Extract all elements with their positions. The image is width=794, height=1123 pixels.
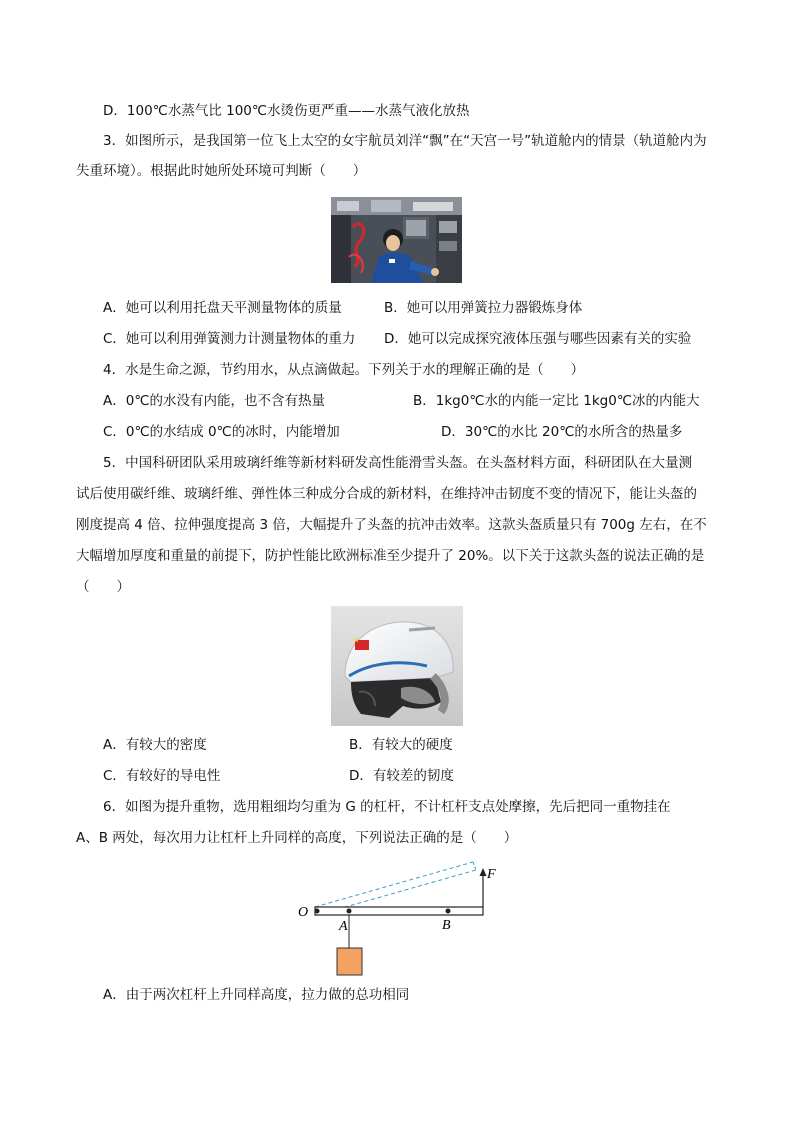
q5-option-b: B．有较大的硬度 [349,737,453,753]
q6-stem-line1: 6．如图为提升重物，选用粗细均匀重为 G 的杠杆，不计杠杆支点处摩擦，先后把同一重物挂在 [103,799,671,815]
q3-stem-line1: 3．如图所示，是我国第一位飞上太空的女宇航员刘洋“飘”在“天宫一号”轨道舱内的情景（轨道舱内为 [103,133,707,149]
q5-stem-line2: 试后使用碳纤维、玻璃纤维、弹性体三种成分合成的新材料，在维持冲击韧度不变的情况下，能让头盔的 [76,486,697,502]
q5-option-a: A．有较大的密度 [103,737,207,753]
q5-option-c: C．有较好的导电性 [103,768,221,784]
point-b [446,909,451,914]
q5-option-d: D．有较差的韧度 [349,768,454,784]
q5-stem-line1: 5．中国科研团队采用玻璃纤维等新材料研发高性能滑雪头盔。在头盔材料方面，科研团队在大量测 [103,455,693,471]
q3-option-d: D．她可以完成探究液体压强与哪些因素有关的实验 [384,331,692,347]
lever-diagram [290,860,500,980]
point-a [347,909,352,914]
helmet-photo [331,606,463,726]
q3-stem-line2: 失重环境）。根据此时她所处环境可判断（ ） [76,163,367,179]
q5-stem-line5: （ ） [76,579,130,595]
q6-option-a: A．由于两次杠杆上升同样高度，拉力做的总功相同 [103,987,410,1003]
label-f: F [487,867,496,882]
q4-option-b: B．1kg0℃水的内能一定比 1kg0℃冰的内能大 [413,393,700,409]
q4-stem: 4．水是生命之源，节约用水，从点滴做起。下列关于水的理解正确的是（ ） [103,362,585,378]
q3-option-a: A．她可以利用托盘天平测量物体的质量 [103,300,342,316]
weight-block [337,948,362,975]
label-o: O [298,905,309,920]
q2-option-d: D．100℃水蒸气比 100℃水烫伤更严重——水蒸气液化放热 [103,103,470,119]
label-a: A [339,919,348,934]
q6-stem-line2: A、B 两处，每次用力让杠杆上升同样的高度，下列说法正确的是（ ） [76,830,518,846]
q3-option-c: C．她可以利用弹簧测力计测量物体的重力 [103,331,356,347]
q5-stem-line3: 刚度提高 4 倍、拉伸强度提高 3 倍，大幅提升了头盔的抗冲击效率。这款头盔质量只有 700g 左右，在不 [76,517,707,533]
q3-option-b: B．她可以用弹簧拉力器锻炼身体 [384,300,583,316]
label-b: B [442,918,451,933]
q4-option-d: D．30℃的水比 20℃的水所含的热量多 [441,424,683,440]
astronaut-photo [331,197,462,283]
q4-option-c: C．0℃的水结成 0℃的冰时，内能增加 [103,424,340,440]
lever-bar [315,907,483,915]
q5-stem-line4: 大幅增加厚度和重量的前提下，防护性能比欧洲标准至少提升了 20%。以下关于这款头盔的说法正确的是 [76,548,705,564]
q4-option-a: A．0℃的水没有内能，也不含有热量 [103,393,325,409]
force-arrowhead [480,868,487,876]
pivot-point [315,909,320,914]
